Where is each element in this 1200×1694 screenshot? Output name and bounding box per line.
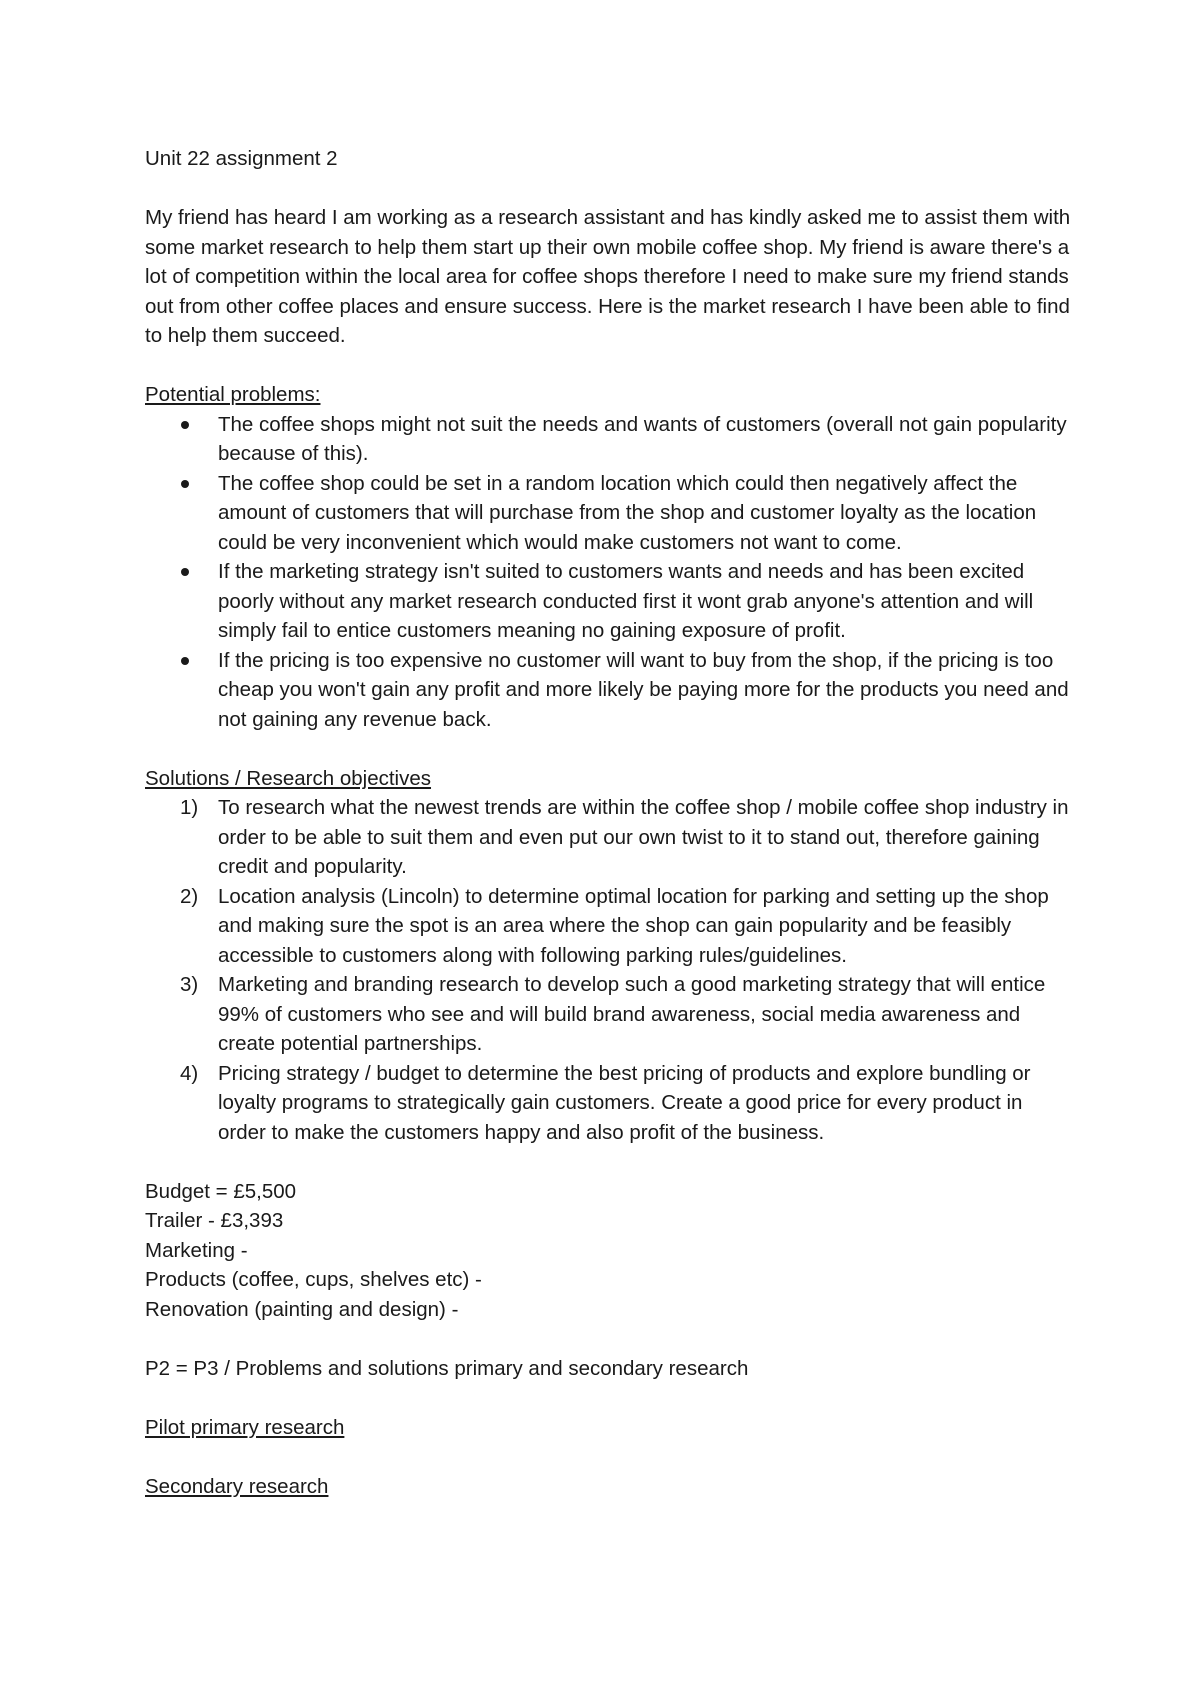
budget-block	[145, 1177, 1075, 1325]
budget-line: Marketing -	[145, 1238, 248, 1262]
intro-paragraph: My friend has heard I am working as a research assistant and has kindly asked me to assist them with some market research to help them start up their own mobile coffee shop. My friend is aware there's a lot of competition within the local area for coffee shops therefore I need to make sure my friend stands out from other coffee places and ensure success. Here is the market research I have been able to find to help them succeed.	[145, 206, 1071, 347]
solution-text: Marketing and branding research to develop such a good marketing strategy that will entice 99% of customers who see and will build brand awareness, social media awareness and create potential partnerships.	[218, 973, 1046, 1055]
problem-item: If the marketing strategy isn't suited to customers wants and needs and has been excited poorly without any market research conducted first it wont grab anyone's attention and will simply fail to entice customers meaning no gaining exposure of profit.	[218, 557, 1075, 646]
solution-item	[180, 1059, 1075, 1148]
problem-item: The coffee shop could be set in a random location which could then negatively affect the amount of customers that will purchase from the shop and customer loyalty as the location could be very inconvenient which would make customers not want to come.	[218, 469, 1075, 558]
document-title: Unit 22 assignment 2	[145, 147, 338, 170]
spacer	[145, 734, 1075, 764]
problems-heading: Potential problems:	[145, 383, 321, 406]
solution-text: To research what the newest trends are within the coffee shop / mobile coffee shop industry in order to be able to suit them and even put our own twist to it to stand out, therefore gaining credit and popularity.	[218, 796, 1069, 878]
spacer	[145, 1324, 1075, 1354]
spacer	[145, 1147, 1075, 1177]
solution-number: 2)	[180, 884, 199, 908]
solution-number: 4)	[180, 1061, 199, 1085]
budget-line: Renovation (painting and design) -	[145, 1297, 459, 1321]
spacer	[145, 1442, 1075, 1472]
pilot-research-heading: Pilot primary research	[145, 1415, 345, 1439]
solution-number: 1)	[180, 796, 199, 819]
problem-item: If the pricing is too expensive no customer will want to buy from the shop, if the pricing is too cheap you won't gain any profit and more likely be paying more for the products you need and not gaining any revenue back.	[218, 646, 1075, 735]
p2-line: P2 = P3 / Problems and solutions primary and secondary research	[145, 1356, 749, 1380]
budget-line: Budget = £5,500	[145, 1179, 297, 1203]
solutions-heading: Solutions / Research objectives	[145, 766, 432, 790]
solution-text: Pricing strategy / budget to determine the best pricing of products and explore bundling or loyalty programs to strategically gain customers. Create a good price for every product in order to make the customers happy and also profit of the business.	[218, 1061, 1031, 1144]
document-body	[145, 144, 1075, 1501]
solution-item	[180, 882, 1075, 971]
solution-item	[180, 970, 1075, 1059]
spacer	[145, 1383, 1075, 1413]
spacer	[145, 351, 1075, 381]
solution-number: 3)	[180, 973, 199, 996]
problem-item: The coffee shops might not suit the needs and wants of customers (overall not gain popularity because of this).	[218, 410, 1075, 469]
spacer	[145, 174, 1075, 204]
secondary-research-heading: Secondary research	[145, 1474, 329, 1498]
budget-line: Products (coffee, cups, shelves etc) -	[145, 1268, 482, 1291]
solution-item	[180, 793, 1075, 882]
budget-line: Trailer - £3,393	[145, 1209, 284, 1232]
problems-list	[145, 410, 1075, 735]
solution-text: Location analysis (Lincoln) to determine optimal location for parking and setting up the shop and making sure the spot is an area where the shop can gain popularity and be feasibly accessible to customers along with following parking rules/guidelines.	[218, 884, 1049, 967]
solutions-list	[145, 793, 1075, 1147]
